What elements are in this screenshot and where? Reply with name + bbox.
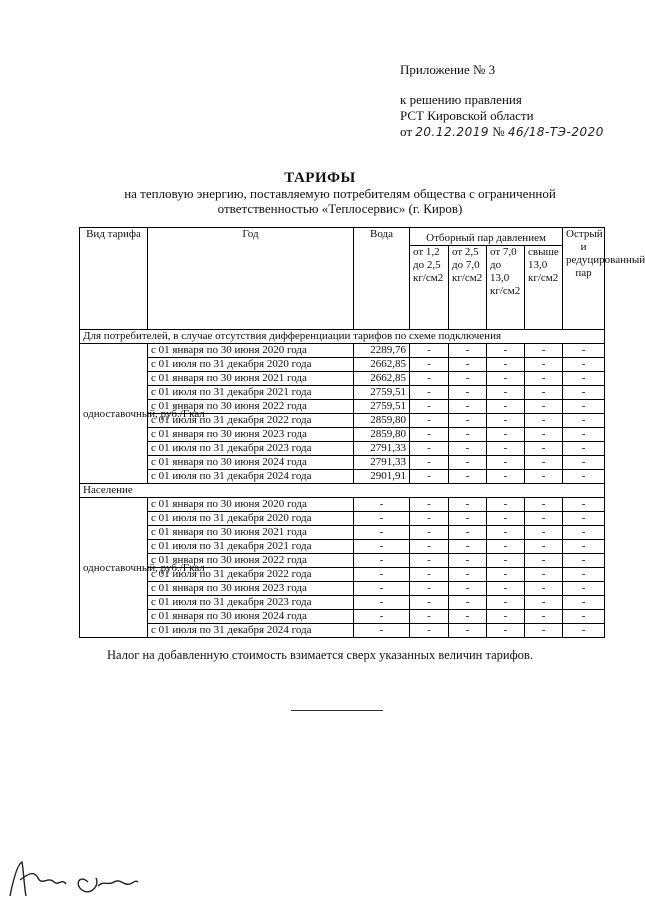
header-live-steam: Острый и редуцированный пар xyxy=(563,228,605,330)
water-dash-cell: - xyxy=(354,512,410,526)
period-cell: с 01 июля по 31 декабря 2022 года xyxy=(148,568,354,582)
table-row xyxy=(80,540,605,554)
dash-cell: - xyxy=(410,344,449,358)
dash-cell: - xyxy=(525,568,563,582)
dash-cell: - xyxy=(563,400,605,414)
appendix-number: Приложение № 3 xyxy=(400,62,496,77)
water-value-cell: 2859,80 xyxy=(354,414,410,428)
dash-cell: - xyxy=(563,344,605,358)
dash-cell: - xyxy=(563,624,605,638)
dash-cell: - xyxy=(525,596,563,610)
dash-cell: - xyxy=(449,372,487,386)
dash-cell: - xyxy=(449,582,487,596)
section-population: Население xyxy=(80,484,605,498)
dash-cell: - xyxy=(563,568,605,582)
dash-cell: - xyxy=(525,540,563,554)
water-value-cell: 2791,33 xyxy=(354,456,410,470)
period-cell: с 01 января по 30 июня 2022 года xyxy=(148,400,354,414)
dash-cell: - xyxy=(487,456,525,470)
table-row xyxy=(80,568,605,582)
dash-cell: - xyxy=(563,498,605,512)
table-row xyxy=(80,344,605,358)
dash-cell: - xyxy=(563,554,605,568)
water-value-cell: 2662,85 xyxy=(354,358,410,372)
dash-cell: - xyxy=(449,386,487,400)
table-row xyxy=(80,428,605,442)
period-cell: с 01 января по 30 июня 2020 года xyxy=(148,498,354,512)
header-kind: Вид тарифа xyxy=(80,228,148,330)
dash-cell: - xyxy=(525,512,563,526)
dash-cell: - xyxy=(449,358,487,372)
dash-cell: - xyxy=(410,526,449,540)
dash-cell: - xyxy=(449,428,487,442)
section-general: Для потребителей, в случае отсутствия дифференциации тарифов по схеме подключения xyxy=(80,330,605,344)
page-title: ТАРИФЫ xyxy=(284,170,356,186)
dash-cell: - xyxy=(410,624,449,638)
dash-cell: - xyxy=(449,526,487,540)
water-dash-cell: - xyxy=(354,540,410,554)
divider xyxy=(291,710,383,711)
dash-cell: - xyxy=(487,624,525,638)
header-water: Вода xyxy=(354,228,410,330)
header-year: Год xyxy=(148,228,354,330)
group-population xyxy=(80,498,605,638)
table-row xyxy=(80,400,605,414)
period-cell: с 01 января по 30 июня 2020 года xyxy=(148,344,354,358)
dash-cell: - xyxy=(410,540,449,554)
period-cell: с 01 января по 30 июня 2021 года xyxy=(148,372,354,386)
appendix-block xyxy=(400,62,604,140)
period-cell: с 01 января по 30 июня 2024 года xyxy=(148,456,354,470)
dash-cell: - xyxy=(487,470,525,484)
header-pressure-2: от 2,5 до 7,0 кг/см2 xyxy=(449,246,487,330)
dash-cell: - xyxy=(487,442,525,456)
dash-cell: - xyxy=(410,456,449,470)
table-row xyxy=(80,526,605,540)
dash-cell: - xyxy=(487,540,525,554)
dash-cell: - xyxy=(525,358,563,372)
dash-cell: - xyxy=(449,512,487,526)
dash-cell: - xyxy=(410,400,449,414)
dash-cell: - xyxy=(410,512,449,526)
dash-cell: - xyxy=(525,386,563,400)
dash-cell: - xyxy=(487,344,525,358)
dash-cell: - xyxy=(487,386,525,400)
period-cell: с 01 июля по 31 декабря 2021 года xyxy=(148,386,354,400)
header-pressure-1: от 1,2 до 2,5 кг/см2 xyxy=(410,246,449,330)
dash-cell: - xyxy=(449,344,487,358)
dash-cell: - xyxy=(487,498,525,512)
number-prefix: № xyxy=(492,124,505,139)
water-dash-cell: - xyxy=(354,554,410,568)
dash-cell: - xyxy=(449,470,487,484)
dash-cell: - xyxy=(410,386,449,400)
table-row xyxy=(80,596,605,610)
water-value-cell: 2759,51 xyxy=(354,400,410,414)
dash-cell: - xyxy=(487,582,525,596)
table-row xyxy=(80,498,605,512)
dash-cell: - xyxy=(410,568,449,582)
header-pressure-4: свыше 13,0 кг/см2 xyxy=(525,246,563,330)
table-row xyxy=(80,358,605,372)
period-cell: с 01 июля по 31 декабря 2021 года xyxy=(148,540,354,554)
dash-cell: - xyxy=(449,624,487,638)
general-tariff-kind: одноставочный, руб./Гкал xyxy=(80,344,148,484)
dash-cell: - xyxy=(410,442,449,456)
table-row xyxy=(80,456,605,470)
dash-cell: - xyxy=(487,568,525,582)
dash-cell: - xyxy=(525,344,563,358)
dash-cell: - xyxy=(525,372,563,386)
dash-cell: - xyxy=(563,386,605,400)
page-subtitle: на тепловую энергию, поставляемую потребителям общества с ограниченной ответственностью «Теплосервис» (г. Киров) xyxy=(124,186,556,216)
dash-cell: - xyxy=(563,372,605,386)
dash-cell: - xyxy=(410,372,449,386)
dash-cell: - xyxy=(449,596,487,610)
dash-cell: - xyxy=(487,414,525,428)
dash-cell: - xyxy=(525,498,563,512)
dash-cell: - xyxy=(563,610,605,624)
dash-cell: - xyxy=(487,554,525,568)
period-cell: с 01 июля по 31 декабря 2020 года xyxy=(148,358,354,372)
water-dash-cell: - xyxy=(354,610,410,624)
dash-cell: - xyxy=(563,512,605,526)
water-value-cell: 2759,51 xyxy=(354,386,410,400)
dash-cell: - xyxy=(563,358,605,372)
water-dash-cell: - xyxy=(354,596,410,610)
dash-cell: - xyxy=(410,470,449,484)
dash-cell: - xyxy=(487,400,525,414)
group-general xyxy=(80,344,605,484)
table-row xyxy=(80,512,605,526)
dash-cell: - xyxy=(449,498,487,512)
water-dash-cell: - xyxy=(354,624,410,638)
period-cell: с 01 июля по 31 декабря 2023 года xyxy=(148,442,354,456)
header-pressure-3: от 7,0 до 13,0 кг/см2 xyxy=(487,246,525,330)
dash-cell: - xyxy=(410,610,449,624)
dash-cell: - xyxy=(525,456,563,470)
handwritten-number: 46/18-ТЭ-2020 xyxy=(507,125,604,139)
dash-cell: - xyxy=(525,428,563,442)
table-row xyxy=(80,470,605,484)
table-row xyxy=(80,372,605,386)
dash-cell: - xyxy=(487,526,525,540)
tariffs-table xyxy=(79,227,645,638)
dash-cell: - xyxy=(487,512,525,526)
water-dash-cell: - xyxy=(354,526,410,540)
dash-cell: - xyxy=(563,414,605,428)
dash-cell: - xyxy=(563,442,605,456)
dash-cell: - xyxy=(410,582,449,596)
dash-cell: - xyxy=(449,568,487,582)
period-cell: с 01 января по 30 июня 2021 года xyxy=(148,526,354,540)
table-row xyxy=(80,386,605,400)
dash-cell: - xyxy=(525,442,563,456)
period-cell: с 01 июля по 31 декабря 2020 года xyxy=(148,512,354,526)
dash-cell: - xyxy=(410,358,449,372)
dash-cell: - xyxy=(487,596,525,610)
table-row xyxy=(80,442,605,456)
table-row xyxy=(80,610,605,624)
dash-cell: - xyxy=(449,540,487,554)
dash-cell: - xyxy=(563,526,605,540)
table-row xyxy=(80,582,605,596)
water-dash-cell: - xyxy=(354,498,410,512)
water-value-cell: 2662,85 xyxy=(354,372,410,386)
dash-cell: - xyxy=(449,610,487,624)
water-value-cell: 2859,80 xyxy=(354,428,410,442)
period-cell: с 01 июля по 31 декабря 2024 года xyxy=(148,624,354,638)
dash-cell: - xyxy=(410,428,449,442)
appendix-decision: к решению правления xyxy=(400,92,522,107)
appendix-date-line xyxy=(400,124,604,140)
date-prefix: от xyxy=(400,124,413,139)
header-selected-steam: Отборный пар давлением xyxy=(410,228,563,246)
dash-cell: - xyxy=(449,456,487,470)
dash-cell: - xyxy=(449,442,487,456)
handwritten-date: 20.12.2019 xyxy=(415,125,489,139)
dash-cell: - xyxy=(487,610,525,624)
dash-cell: - xyxy=(525,470,563,484)
period-cell: с 01 июля по 31 декабря 2024 года xyxy=(148,470,354,484)
period-cell: с 01 июля по 31 декабря 2023 года xyxy=(148,596,354,610)
period-cell: с 01 января по 30 июня 2022 года xyxy=(148,554,354,568)
dash-cell: - xyxy=(563,456,605,470)
water-dash-cell: - xyxy=(354,568,410,582)
dash-cell: - xyxy=(563,582,605,596)
water-value-cell: 2289,76 xyxy=(354,344,410,358)
dash-cell: - xyxy=(563,596,605,610)
dash-cell: - xyxy=(525,400,563,414)
dash-cell: - xyxy=(449,400,487,414)
dash-cell: - xyxy=(525,582,563,596)
dash-cell: - xyxy=(410,554,449,568)
dash-cell: - xyxy=(410,414,449,428)
vat-note: Налог на добавленную стоимость взимается сверх указанных величин тарифов. xyxy=(107,648,533,662)
water-value-cell: 2901,91 xyxy=(354,470,410,484)
period-cell: с 01 января по 30 июня 2024 года xyxy=(148,610,354,624)
period-cell: с 01 января по 30 июня 2023 года xyxy=(148,428,354,442)
dash-cell: - xyxy=(487,428,525,442)
dash-cell: - xyxy=(525,554,563,568)
dash-cell: - xyxy=(410,596,449,610)
population-tariff-kind: одноставочный, руб./Гкал xyxy=(80,498,148,638)
dash-cell: - xyxy=(449,554,487,568)
table-row xyxy=(80,414,605,428)
appendix-authority: РСТ Кировской области xyxy=(400,108,534,123)
period-cell: с 01 июля по 31 декабря 2022 года xyxy=(148,414,354,428)
dash-cell: - xyxy=(525,414,563,428)
dash-cell: - xyxy=(525,526,563,540)
dash-cell: - xyxy=(525,610,563,624)
handwritten-signature xyxy=(4,856,144,902)
table-row xyxy=(80,624,605,638)
dash-cell: - xyxy=(487,358,525,372)
period-cell: с 01 января по 30 июня 2023 года xyxy=(148,582,354,596)
dash-cell: - xyxy=(563,470,605,484)
dash-cell: - xyxy=(525,624,563,638)
water-value-cell: 2791,33 xyxy=(354,442,410,456)
dash-cell: - xyxy=(449,414,487,428)
water-dash-cell: - xyxy=(354,582,410,596)
dash-cell: - xyxy=(487,372,525,386)
dash-cell: - xyxy=(410,498,449,512)
dash-cell: - xyxy=(563,540,605,554)
dash-cell: - xyxy=(563,428,605,442)
table-row xyxy=(80,554,605,568)
